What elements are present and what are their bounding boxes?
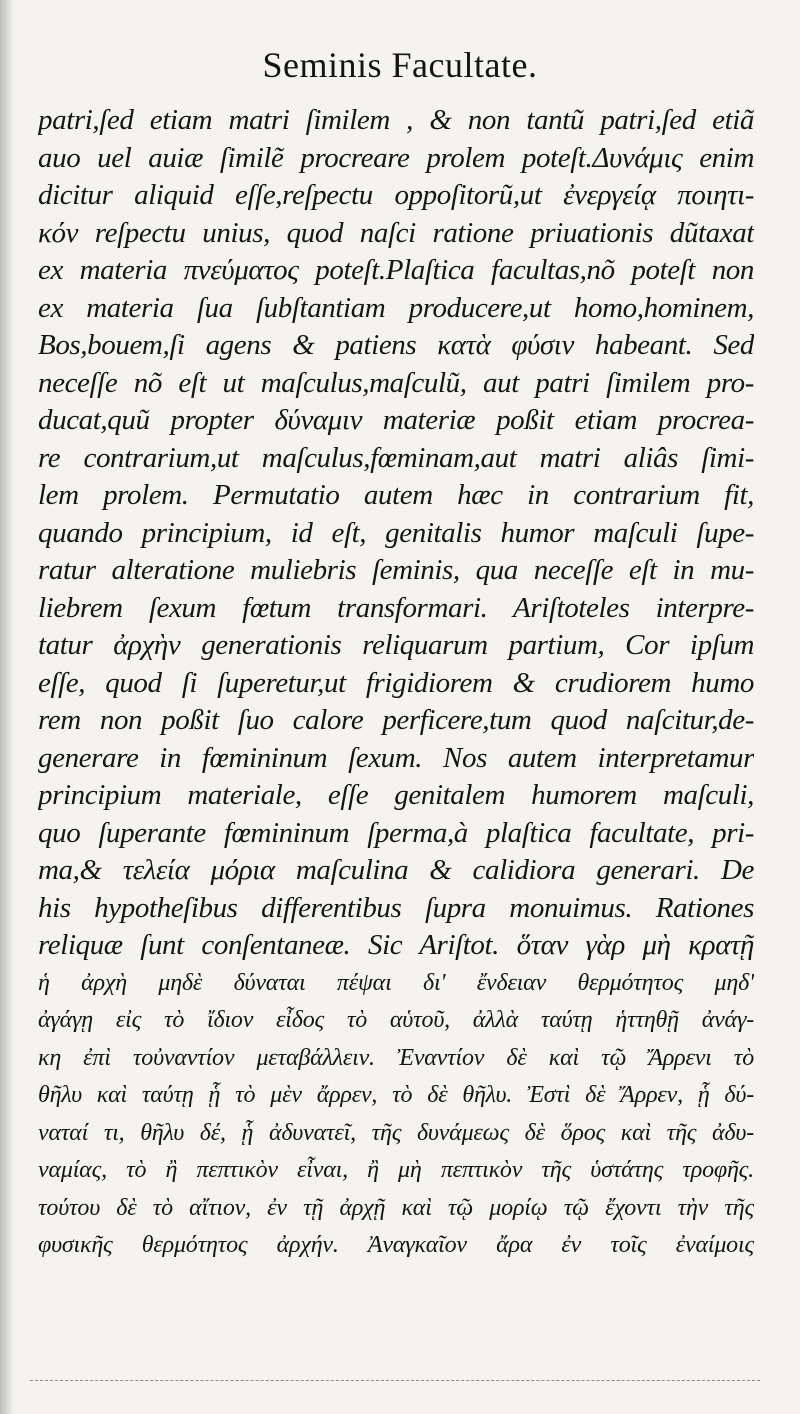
text-line: ex materia ſua ſubſtantiam producere,ut homo,hominem, xyxy=(38,291,754,324)
text-line: auo uel auiæ ſimilẽ procreare prolem poteſt.Δυνάμις enim xyxy=(38,141,754,174)
text-line: dicitur aliquid eſſe,reſpectu oppoſitorũ,ut ἐνεργείᾳ ποιητι- xyxy=(38,179,754,211)
body-text xyxy=(38,102,754,1265)
text-line: Bos,bouem,ſi agens & patiens κατὰ φύσιν habeant. Sed xyxy=(38,329,754,361)
text-line: eſſe, quod ſi ſuperetur,ut frigidiorem & crudiorem humo xyxy=(38,666,754,699)
text-line: tatur ἀρχὴν generationis reliquarum partium, Cor ipſum xyxy=(38,629,754,661)
text-line: ducat,quũ propter δύναμιν materiæ poßit etiam procrea- xyxy=(38,404,754,436)
text-line: ratur alteratione muliebris ſeminis, qua neceſſe eſt in mu- xyxy=(38,554,754,586)
text-line: lem prolem. Permutatio autem hæc in contrarium fit, xyxy=(38,479,754,511)
text-line: ma,& τελεία μόρια maſculina & calidiora generari. De xyxy=(38,854,754,886)
text-line: κόν reſpectu unius, quod naſci ratione priuationis dũtaxat xyxy=(38,216,754,249)
text-line: ἀγάγῃ εἰς τὸ ἴδιον εἶδος τὸ αὑτοῦ, ἀλλὰ ταύτῃ ἡττηθῇ ἀνάγ- xyxy=(38,1007,754,1033)
text-line: generare in fœmininum ſexum. Nos autem interpretamur xyxy=(38,741,754,774)
running-header: Seminis Facultate. xyxy=(262,45,538,85)
text-line: ἡ ἀρχὴ μηδὲ δύναται πέψαι δι' ἔνδειαν θερμότητος μηδ' xyxy=(38,969,754,996)
text-line: neceſſe nõ eſt ut maſculus,maſculũ, aut patri ſimilem pro- xyxy=(38,366,754,399)
text-line: liebrem ſexum fœtum transformari. Ariſtoteles interpre- xyxy=(38,591,754,624)
text-line: ex materia πνεύματος poteſt.Plaſtica facultas,nõ poteſt non xyxy=(38,254,754,286)
text-line: κη ἐπὶ τοὐναντίον μεταβάλλειν. Ἐναντίον δὲ καὶ τῷ Ἄρρενι τὸ xyxy=(38,1044,754,1071)
text-line: τούτου δὲ τὸ αἴτιον, ἐν τῇ ἀρχῇ καὶ τῷ μορίῳ τῷ ἔχοντι τὴν τῆς xyxy=(38,1194,754,1221)
text-line: ναταί τι, θῆλυ δέ, ᾗ ἀδυνατεῖ, τῆς δυνάμεως δὲ ὅρος καὶ τῆς ἀδυ- xyxy=(38,1119,754,1146)
text-line: rem non poßit ſuo calore perficere,tum quod naſcitur,de- xyxy=(38,704,754,736)
text-line: φυσικῆς θερμότητος ἀρχήν. Ἀναγκαῖον ἄρα ἐν τοῖς ἐναίμοις xyxy=(38,1232,754,1258)
text-line: θῆλυ καὶ ταύτῃ ᾗ τὸ μὲν ἄρρεν, τὸ δὲ θῆλυ. Ἐστὶ δὲ Ἄρρεν, ᾗ δύ- xyxy=(38,1082,754,1108)
text-line: quo ſuperante fœmininum ſperma,à plaſtica facultate, pri- xyxy=(38,816,754,849)
text-line: re contrarium,ut maſculus,fœminam,aut matri aliâs ſimi- xyxy=(38,441,754,474)
text-line: patri,ſed etiam matri ſimilem , & non tantũ patri,ſed etiã xyxy=(38,104,754,136)
text-line: reliquæ ſunt conſentaneæ. Sic Ariſtot. ὅταν γὰρ μὴ κρατῇ xyxy=(38,929,754,961)
text-line: quando principium, id eſt, genitalis humor maſculi ſupe- xyxy=(38,516,754,549)
bottom-rule xyxy=(30,1380,760,1381)
text-line: his hypotheſibus differentibus ſupra monuimus. Rationes xyxy=(38,891,754,924)
text-line: principium materiale, eſſe genitalem humorem maſculi, xyxy=(38,779,754,811)
text-line: ναμίας, τὸ ἢ πεπτικὸν εἶναι, ἢ μὴ πεπτικὸν τῆς ὑστάτης τροφῆς. xyxy=(38,1157,754,1183)
